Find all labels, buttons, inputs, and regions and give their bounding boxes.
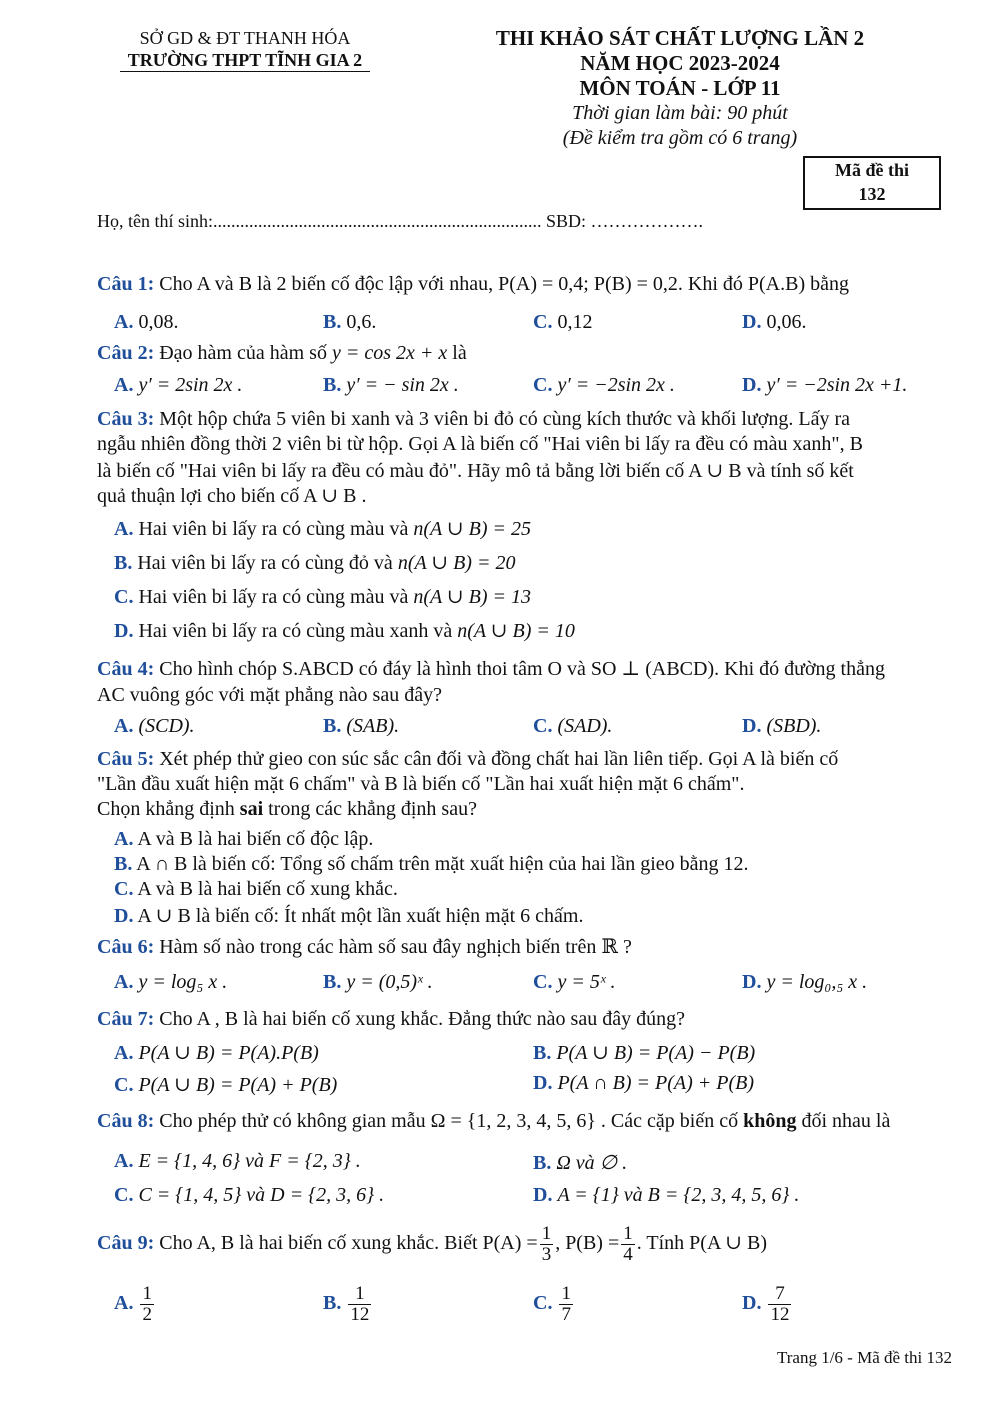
question-text: quả thuận lợi cho biến cố A ∪ B . xyxy=(97,485,367,507)
option-d: D. y = log₀,₅ x . xyxy=(742,971,868,993)
option-a: A. (SCD). xyxy=(114,715,195,737)
question-text: Khi đó xyxy=(687,273,743,295)
fraction: $\frac{1}{3}$ xyxy=(541,1223,552,1265)
question-label: Câu 5: xyxy=(97,748,155,770)
option-a: A. y′ = 2sin 2x . xyxy=(114,374,243,396)
fraction: $\frac{1}{4}$ xyxy=(623,1223,633,1265)
question-text: Cho A và B là 2 biến cố độc lập với nhau, xyxy=(159,273,494,295)
question-label: Câu 7: xyxy=(97,1008,155,1030)
question-label: Câu 1: xyxy=(97,273,155,295)
option-c: C. C = {1, 4, 5} và D = {2, 3, 6} . xyxy=(114,1184,385,1206)
question-9: Câu 9: Cho A, B là hai biến cố xung khắc. Biết P(A) = $\frac{1}{3}$ , P(B) = $\frac{1}{4}$ . Tính P(A ∪ B) xyxy=(97,1223,768,1265)
exam-title: THI KHẢO SÁT CHẤT LƯỢNG LẦN 2 xyxy=(495,26,865,50)
option-b: B. y′ = − sin 2x . xyxy=(323,374,459,396)
question-4 xyxy=(97,656,885,681)
option-d: D. 0,06. xyxy=(742,311,807,333)
exam-code-label: Mã đề thi xyxy=(835,160,909,180)
option-b: B. y = (0,5)ˣ . xyxy=(323,971,433,993)
option-a: A. $\frac{1}{2}$ xyxy=(114,1283,152,1325)
question-text: Hàm số nào trong các hàm số sau đây nghịch biến trên ℝ ? xyxy=(159,936,632,958)
question-text: là xyxy=(452,342,467,364)
question-text: Đạo hàm của hàm số xyxy=(159,342,327,364)
question-7 xyxy=(97,1008,685,1031)
option-a: A. A và B là hai biến cố độc lập. xyxy=(114,828,374,850)
option-a: A. y = log₅ x . xyxy=(114,971,228,993)
subject: MÔN TOÁN - LỚP 11 xyxy=(579,76,781,100)
option-b: B. A ∩ B là biến cố: Tổng số chấm trên mặt xuất hiện của hai lần gieo bằng 12. xyxy=(114,853,749,875)
page-footer: Trang 1/6 - Mã đề thi 132 xyxy=(776,1348,952,1367)
time-limit: Thời gian làm bài: 90 phút xyxy=(572,102,788,124)
question-text: Cho phép thử có không gian mẫu Ω = {1, 2, 3, 4, 5, 6} . Các cặp biến cố xyxy=(159,1110,739,1132)
option-c: C. P(A ∪ B) = P(A) + P(B) xyxy=(114,1074,338,1096)
option-c: C. y = 5ˣ . xyxy=(533,971,616,993)
exam-code: 132 xyxy=(858,184,886,204)
question-text: Cho A , B là hai biến cố xung khắc. Đẳng thức nào sau đây đúng? xyxy=(159,1008,685,1030)
option-b: B. Hai viên bi lấy ra có cùng đỏ và n(A ∪ B) = 20 xyxy=(114,552,516,574)
question-5 xyxy=(97,748,838,771)
question-text: Chọn khẳng định sai trong các khẳng định sau? xyxy=(97,798,477,820)
exam-code-box xyxy=(803,156,941,210)
option-a: A. P(A ∪ B) = P(A).P(B) xyxy=(114,1042,319,1064)
option-b: B. (SAB). xyxy=(323,715,400,737)
school-name: TRƯỜNG THPT TĨNH GIA 2 xyxy=(127,50,363,70)
option-a: A. 0,08. xyxy=(114,311,179,333)
option-d: D. y′ = −2sin 2x +1. xyxy=(742,374,908,396)
option-c: C. y′ = −2sin 2x . xyxy=(533,374,675,396)
option-d: D. Hai viên bi lấy ra có cùng màu xanh và n(A ∪ B) = 10 xyxy=(114,620,575,642)
school-year: NĂM HỌC 2023-2024 xyxy=(580,51,780,75)
option-d: D. $\frac{7}{12}$ xyxy=(742,1283,790,1325)
option-b: B. Ω và ∅ . xyxy=(533,1152,628,1174)
question-label: Câu 8: xyxy=(97,1110,155,1132)
question-label: Câu 9: xyxy=(97,1232,155,1255)
option-a: A. Hai viên bi lấy ra có cùng màu và n(A ∪ B) = 25 xyxy=(114,518,532,540)
option-b: B. 0,6. xyxy=(323,311,377,333)
question-label: Câu 4: xyxy=(97,658,155,680)
question-text: Một hộp chứa 5 viên bi xanh và 3 viên bi đỏ có cùng kích thước và khối lượng. Lấy ra xyxy=(159,408,850,430)
option-c: C. (SAD). xyxy=(533,715,613,737)
option-c: C. 0,12 xyxy=(533,311,593,333)
question-2 xyxy=(97,342,467,365)
emphasis: không xyxy=(743,1110,797,1132)
option-d: D. A ∪ B là biến cố: Ít nhất một lần xuất hiện mặt 6 chấm. xyxy=(114,905,584,927)
option-c: C. Hai viên bi lấy ra có cùng màu và n(A ∪ B) = 13 xyxy=(114,586,532,608)
option-b: B. P(A ∪ B) = P(A) − P(B) xyxy=(533,1042,756,1064)
question-text: Cho A, B là hai biến cố xung khắc. Biết xyxy=(159,1232,478,1255)
question-text: là biến cố "Hai viên bi lấy ra đều có màu đỏ". Hãy mô tả bằng lời biến cố A ∪ B và tính số kết xyxy=(97,460,854,482)
option-a: A. E = {1, 4, 6} và F = {2, 3} . xyxy=(114,1150,361,1172)
question-label: Câu 3: xyxy=(97,408,155,430)
question-label: Câu 2: xyxy=(97,342,155,364)
question-1 xyxy=(97,273,849,296)
formula: P(A) = 0,4; P(B) = 0,2. xyxy=(498,273,683,295)
question-text: ngẫu nhiên đồng thời 2 viên bi từ hộp. Gọi A là biến cố "Hai viên bi lấy ra đều có màu xanh", B xyxy=(97,433,863,455)
question-8 xyxy=(97,1110,890,1133)
pages-note: (Đề kiểm tra gồm có 6 trang) xyxy=(562,127,798,149)
option-d: D. P(A ∩ B) = P(A) + P(B) xyxy=(533,1072,755,1094)
option-d: D. A = {1} và B = {2, 3, 4, 5, 6} . xyxy=(533,1184,800,1206)
question-text: "Lần đầu xuất hiện mặt 6 chấm" và B là biến cố "Lần hai xuất hiện mặt 6 chấm". xyxy=(97,773,745,795)
option-c: C. $\frac{1}{7}$ xyxy=(533,1283,571,1325)
school-underline xyxy=(120,71,370,72)
option-c: C. A và B là hai biến cố xung khắc. xyxy=(114,878,398,900)
question-text: AC vuông góc với mặt phẳng nào sau đây? xyxy=(97,684,442,706)
department: SỞ GD & ĐT THANH HÓA xyxy=(139,28,351,48)
question-text: Cho hình chóp S.ABCD có đáy là hình thoi tâm O và SO ⊥ (ABCD). Khi đó đường thẳng xyxy=(159,658,885,680)
question-6 xyxy=(97,934,632,959)
question-label: Câu 6: xyxy=(97,936,155,958)
formula: y = cos 2x + x xyxy=(331,342,448,364)
option-d: D. (SBD). xyxy=(742,715,822,737)
question-text: Xét phép thử gieo con súc sắc cân đối và đồng chất hai lần liên tiếp. Gọi A là biến cố xyxy=(159,748,839,770)
question-3 xyxy=(97,408,850,431)
question-text: đối nhau là xyxy=(801,1110,891,1132)
option-b: B. $\frac{1}{12}$ xyxy=(323,1283,370,1325)
formula: P(A.B) xyxy=(747,273,806,295)
student-name-line: Họ, tên thí sinh:......................................................................... SBD: ………………. xyxy=(97,211,704,231)
question-text: bằng xyxy=(810,273,850,295)
